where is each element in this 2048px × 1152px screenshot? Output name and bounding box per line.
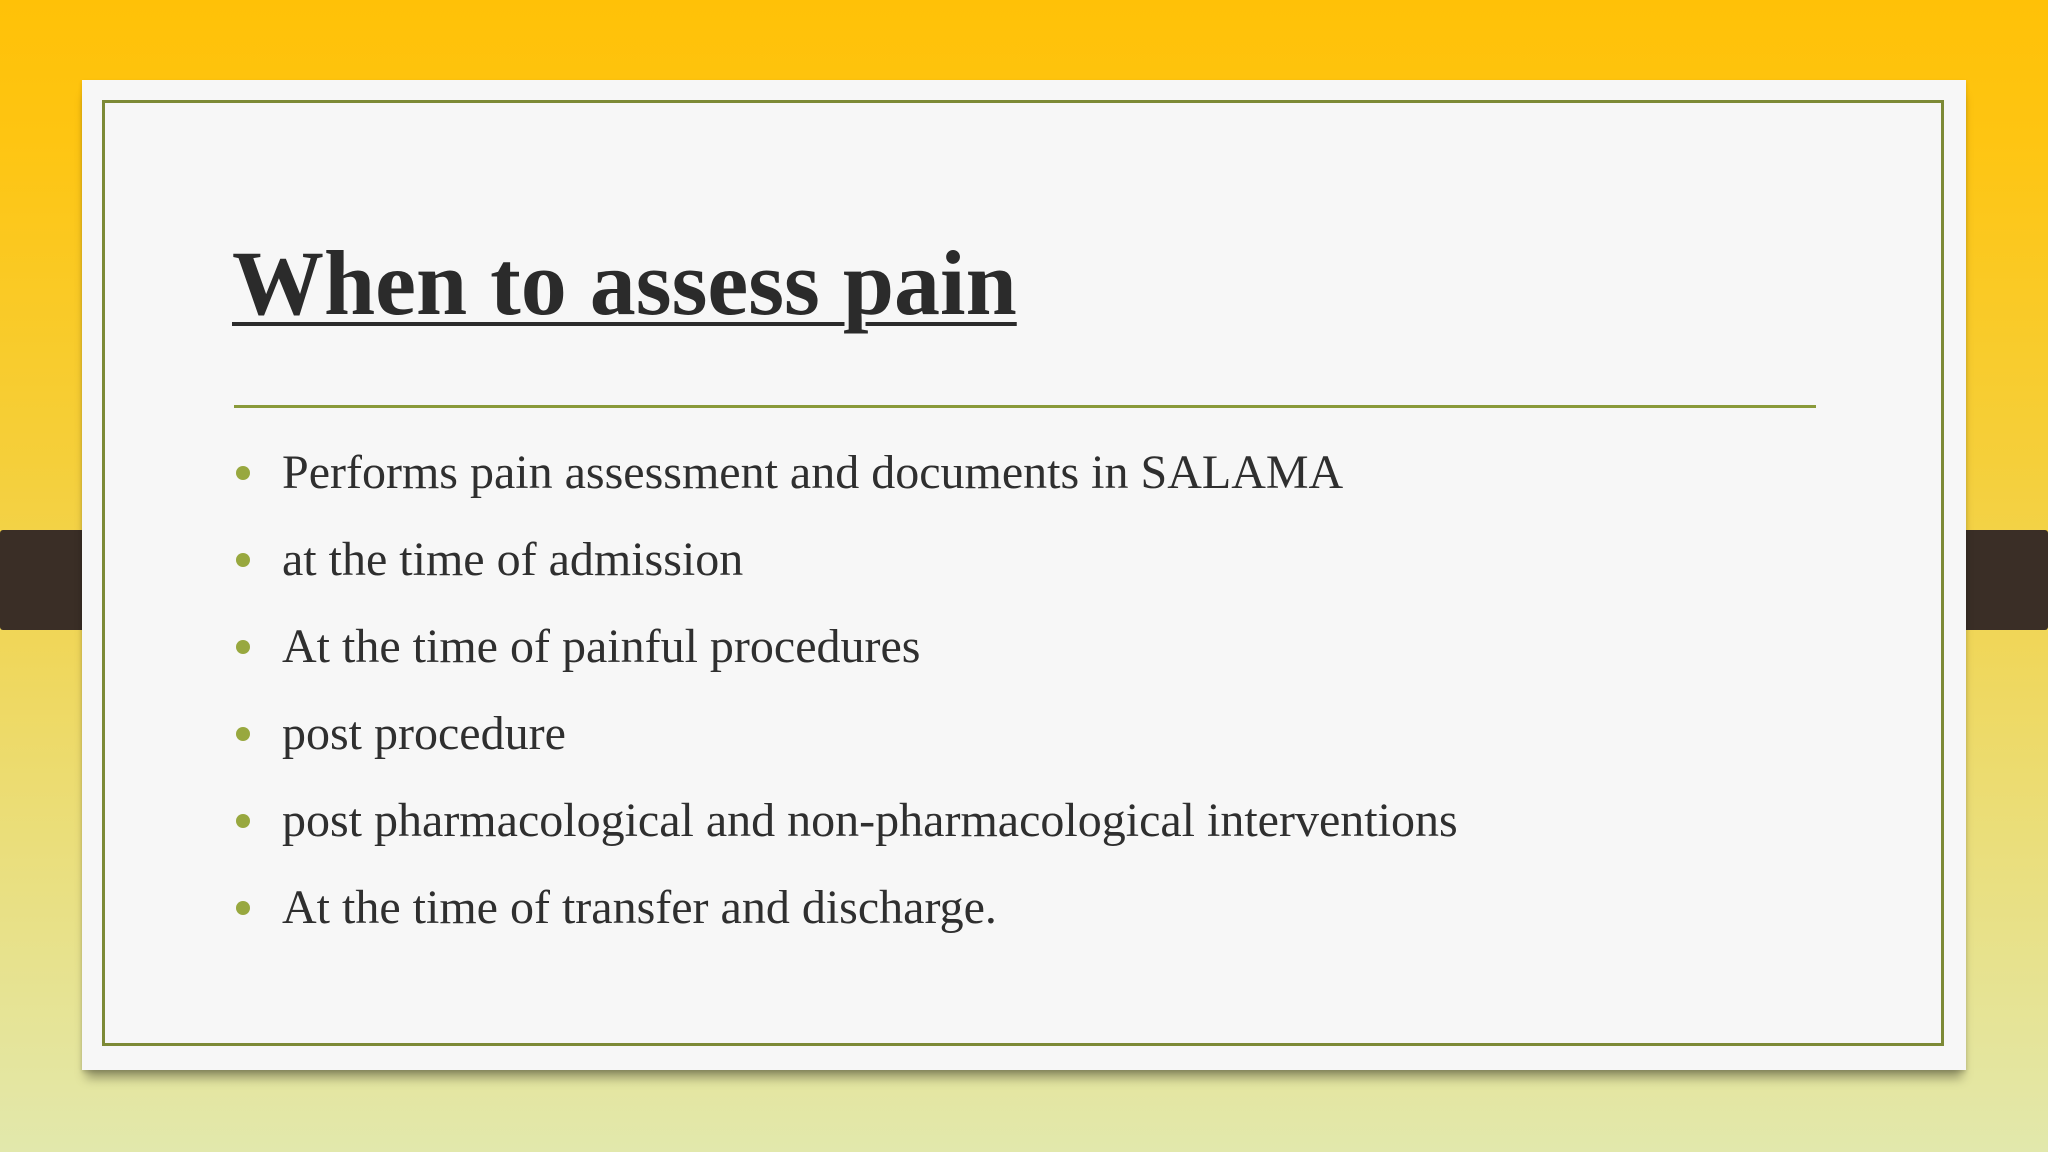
bullet-dot-icon <box>236 814 250 828</box>
bullet-text: post procedure <box>282 707 566 760</box>
bullet-item <box>232 786 1458 873</box>
bullet-dot-icon <box>236 466 250 480</box>
bullet-dot-icon <box>236 901 250 915</box>
bullet-text: At the time of painful procedures <box>282 620 921 673</box>
bullet-item <box>232 438 1458 525</box>
slide-title: When to assess pain <box>232 232 1017 334</box>
bullet-item <box>232 525 1458 612</box>
bullet-text: at the time of admission <box>282 533 744 586</box>
bullet-dot-icon <box>236 553 250 567</box>
bullet-item <box>232 873 1458 960</box>
bullet-item <box>232 612 1458 699</box>
bullet-text: Performs pain assessment and documents in SALAMA <box>282 446 1344 499</box>
bullet-dot-icon <box>236 727 250 741</box>
title-divider <box>234 405 1816 408</box>
bullet-text: post pharmacological and non-pharmacological interventions <box>282 794 1458 847</box>
bullet-list <box>232 438 1458 960</box>
bullet-item <box>232 699 1458 786</box>
bullet-text: At the time of transfer and discharge. <box>282 881 997 934</box>
bullet-dot-icon <box>236 640 250 654</box>
